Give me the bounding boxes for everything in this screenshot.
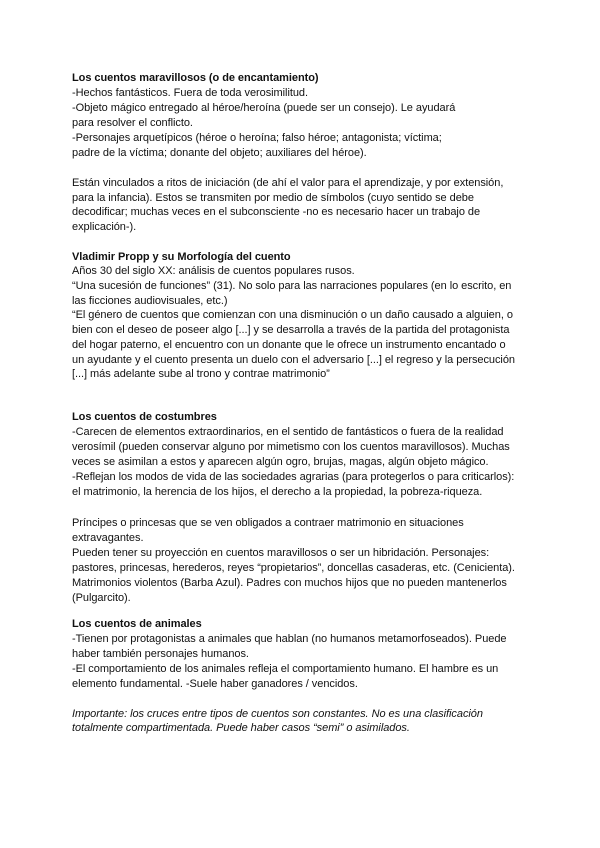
text-line: (Pulgarcito).: [72, 592, 131, 604]
text-line: Están vinculados a ritos de iniciación (de ahí el valor para el aprendizaje, y por extensión,: [72, 177, 504, 189]
text-line: -Personajes arquetípicos (héroe o heroína; falso héroe; antagonista; víctima;: [72, 132, 442, 144]
text-line: Pueden tener su proyección en cuentos maravillosos o ser un hibridación. Personajes:: [72, 547, 490, 559]
text-line: -Carecen de elementos extraordinarios, en el sentido de fantásticos o fuera de la realidad: [72, 426, 504, 438]
text-line: [...] más adelante sube al trono y contrae matrimonio”: [72, 368, 330, 380]
text-line: “Una sucesión de funciones” (31). No solo para las narraciones populares (en lo escrito, en: [72, 280, 512, 292]
text-line: del hogar paterno, el encuentro con un donante que le ofrece un instrumento encantado o: [72, 339, 506, 351]
text-line: elemento fundamental. -Suele haber ganadores / vencidos.: [72, 678, 358, 690]
section-heading-maravillosos: Los cuentos maravillosos (o de encantamiento): [72, 72, 319, 84]
text-line: un ayudante y el cuento presenta un duelo con el adversario [...] el regreso y la persecución: [72, 354, 515, 366]
text-line: el matrimonio, la herencia de los hijos, el derecho a la propiedad, la pobreza-riqueza.: [72, 486, 483, 498]
text-line: para la infancia). Estos se transmiten por medio de símbolos (cuyo sentido se debe: [72, 192, 474, 204]
text-line: decodificar; muchas veces en el subconsciente -no es necesario hacer un trabajo de: [72, 206, 481, 218]
text-line: -El comportamiento de los animales refleja el comportamiento humano. El hambre es un: [72, 663, 499, 675]
text-line: Años 30 del siglo XX: análisis de cuentos populares rusos.: [72, 265, 355, 277]
text-line: haber también personajes humanos.: [72, 648, 249, 660]
text-line: -Reflejan los modos de vida de las sociedades agrarias (para protegerlos o para criticarlos):: [72, 471, 515, 483]
text-line: explicación-).: [72, 221, 137, 233]
section-heading-costumbres: Los cuentos de costumbres: [72, 411, 217, 423]
text-line: veces se asimilan a estos y aparecen algún ogro, brujas, magas, algún objeto mágico.: [72, 456, 489, 468]
section-heading-animales: Los cuentos de animales: [72, 618, 202, 630]
text-line: bien con el deseo de poseer algo [...] y se desarrolla a través de la partida del protagonista: [72, 324, 510, 336]
text-line: -Tienen por protagonistas a animales que hablan (no humanos metamorfoseados). Puede: [72, 633, 507, 645]
text-line: “El género de cuentos que comienzan con una disminución o un daño causado a alguien, o: [72, 309, 513, 321]
text-line: Matrimonios violentos (Barba Azul). Padres con muchos hijos que no pueden mantenerlos: [72, 577, 507, 589]
important-note-line: Importante: los cruces entre tipos de cuentos son constantes. No es una clasificación: [72, 708, 483, 720]
text-line: para resolver el conflicto.: [72, 117, 193, 129]
text-line: -Hechos fantásticos. Fuera de toda verosimilitud.: [72, 87, 308, 99]
section-heading-propp: Vladimir Propp y su Morfología del cuento: [72, 251, 291, 263]
text-line: pastores, princesas, herederos, reyes “propietarios”, doncellas casaderas, etc. (Cenicienta).: [72, 562, 515, 574]
important-note-line: totalmente compartimentada. Puede haber casos “semi” o asimilados.: [72, 722, 410, 734]
text-line: verosímil (pueden conservar alguno por mimetismo con los cuentos maravillosos). Muchas: [72, 441, 510, 453]
text-line: Príncipes o princesas que se ven obligados a contraer matrimonio en situaciones: [72, 517, 464, 529]
text-line: -Objeto mágico entregado al héroe/heroína (puede ser un consejo). Le ayudará: [72, 102, 456, 114]
text-line: las ficciones audiovisuales, etc.): [72, 295, 228, 307]
text-line: extravagantes.: [72, 532, 144, 544]
text-line: padre de la víctima; donante del objeto; auxiliares del héroe).: [72, 147, 367, 159]
